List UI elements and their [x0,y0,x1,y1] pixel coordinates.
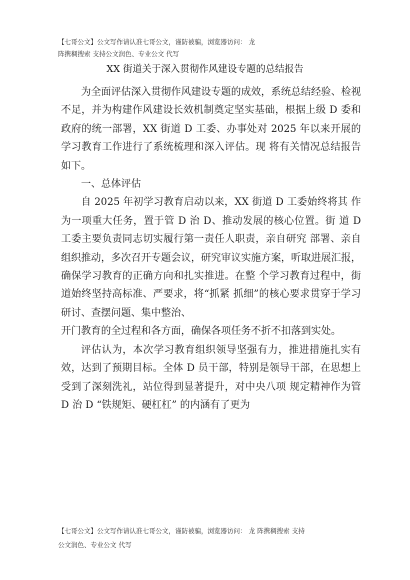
header-ad-line-2: 阵携稠搜索 支持公文润色、专业公文 代写 [58,50,180,58]
header-ad-line-1: 【七哥公文】公文写作请认准七哥公文，谨防被骗，浏览器访问： 龙 [58,38,256,46]
footer-ad-line-1: 【七哥公文】公文写作请认准七哥公文，谨防被骗，浏览器访问： 龙 阵携稠搜索 支持 [58,527,305,535]
document-body [61,84,361,415]
footer-ad-line-2: 公文润色、专业公文 代写 [58,541,132,549]
section-heading-overall-assessment: 一、总体评估 [81,179,141,191]
paragraph-evaluation: 评估认为，本次学习教育组织领导坚强有力，推进措施扎实有效，达到了预期目标。全体 D 员干部，特别是领导干部，在思想上受到了深刻洗礼，站位得到显著提升，对中央八项 规定精神作为管 D 治 D “铁规矩、硬杠杠” 的内涵有了更为 [61,344,361,411]
paragraph-intro: 为全面评估深入贯彻作风建设专题的成效，系统总结经验、检视不足，并为构建作风建设长效机制奠定坚实基础，根据上级 D 委和政府的统一部署，XX 街道 D 工委、办事处对 2025 年以来开展的学习教育工作进行了系统梳理和深入评估。现 将有关情况总结报告如下。 [61,87,361,172]
paragraph-overall-1-continued: 开门教育的全过程和各方面，确保各项任务不折不扣落到实处。 [61,326,341,338]
document-title: XX 街道关于深入贯彻作风建设专题的总结报告 [106,64,304,75]
paragraph-overall-1: 自 2025 年初学习教育启动以来，XX 街道 D 工委始终将其 作为一项重大任务，置于管 D 治 D、推动发展的核心位置。街 道 D 工委主要负责同志切实履行第一责任人职责，亲自研究 部署、亲自组织推动，多次召开专题会议，研究审议实施方案，听取进展汇报，确保学习教育的正确方向和扎实推进。在整 个学习教育过程中，街道始终坚持高标准、严要求，将“抓紧 抓细”的核心要求贯穿于学习研讨、查摆问题、集中整治、 [61,197,361,319]
